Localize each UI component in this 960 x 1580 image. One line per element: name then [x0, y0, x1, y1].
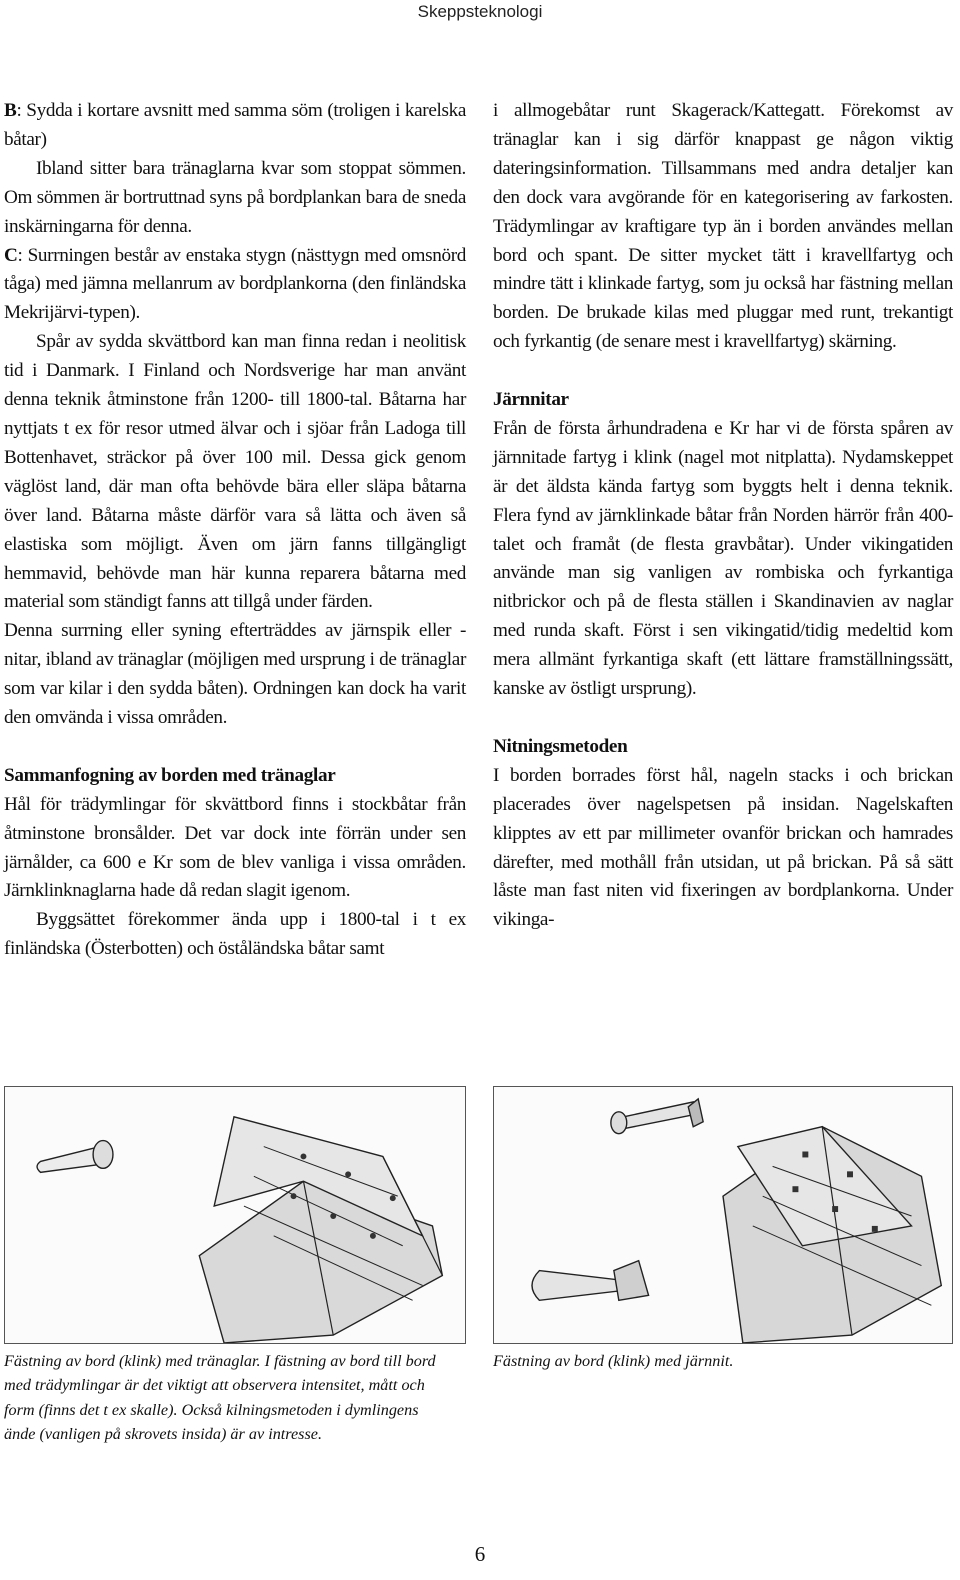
paragraph-b	[4, 97, 466, 155]
tranagel-drawing	[5, 1087, 465, 1343]
paragraph-nitningsmetoden: I borden borrades först hål, nageln stacks i och brickan placerades över nagelspetsen på insidan. Nagelskaften klipptes av ett par millimeter ovanför brickan och hamrades därefter, med mothåll från utsidan, ut på brickan. På så sätt låste man fast niten vid fixeringen av bordplankorna. Under vikinga-	[493, 764, 953, 931]
section-heading-jarnnitar: Järnnitar	[493, 389, 569, 411]
paragraph-skvattbord: Spår av sydda skvättbord kan man finna redan i neolitisk tid i Danmark. I Finland och Nordsverige har man använt denna teknik åtminstone från 1200- till 1800-tal. Båtarna har nyttjats t ex för resor utmed älvar och i sjöar från Ladoga till Bottenhavet, sträckor på över 100 mil. Dessa gick genom väglöst land, där man ofta behövde bära eller släpa båtarna över land. Båtarna måste därför vara så lätta och även så elastiska som möjligt. Även om järn fanns tillgängligt hemmavid, behövde man här kunna reparera båtarna med material som ständigt fanns att tillgå under färden.	[4, 331, 466, 613]
spacer	[493, 357, 953, 386]
figure-caption-right: Fästning av bord (klink) med järnnit.	[493, 1352, 734, 1370]
running-title: Skeppsteknologi	[417, 2, 543, 21]
section-heading-nitningsmetoden: Nitningsmetoden	[493, 735, 628, 757]
paragraph-surrning: Denna surrning eller syning efterträddes av järnspik eller -nitar, ibland av tränaglar (möjligen med ursprung i de tränaglar som var kilar i den sydda båten). Ordningen kan dock ha varit den omvända i vissa områden.	[4, 620, 466, 729]
paragraph-c	[4, 242, 466, 329]
spacer	[493, 704, 953, 733]
page-number: 6	[474, 1542, 486, 1566]
paragraph-allmogebatar: i allmogebåtar runt Skagerack/Kattegatt. Förekomst av tränaglar kan i sig därför knappast ge någon viktig dateringsinformation. Tillsammans med andra detaljer kan den dock vara avgörande för en kategorisering av farkosten. Trädymlingar av kraftigare typ än i borden användes mellan bord och spant. De sitter mycket tätt i kravellfartyg och mindre tätt i klinkade fartyg, som ju också har fästning mellan borden. De brukade kilas med pluggar med runt, trekantigt och fyrkantig (de senare mest i kravellfartyg) skärning.	[493, 100, 953, 353]
left-text-column	[4, 97, 466, 964]
figure-jarnnit-illustration	[493, 1086, 953, 1344]
paragraph-c-text: : Surrningen består av enstaka stygn (nästtygn med omsnörd tåga) med jämna mellanrum av bordplankorna (den finländska Mekrijärvi-typen).	[4, 244, 466, 324]
right-text-column	[493, 97, 953, 935]
paragraph-b-text: : Sydda i kortare avsnitt med samma söm (troligen i karelska båtar)	[4, 100, 466, 150]
label-c: C	[4, 244, 18, 266]
figure-tranaglar-illustration	[4, 1086, 466, 1344]
jarnnit-drawing	[494, 1087, 952, 1343]
paragraph-jarnnitar: Från de första århundradena e Kr har vi de första spåren av järnnitade fartyg i klink (nagel mot nitplatta). Nydamskeppet är det äldsta kända fartyg som byggts helt i denna teknik. Flera fynd av järnklinkade båtar från Norden härrör från 400-talet och framåt (de flesta gravbåtar). Under vikingatiden använde man sig vanligen av rombiska och fyrkantiga nitbrickor och på de flesta ställen i Skandinavien av naglar med runda skaft. Först i sen vikingatid/tidig medeltid kom mera allmänt fyrkantiga skaft (ett lättare framställningssätt, kanske av östligt ursprung).	[493, 417, 953, 700]
figure-caption-left: Fästning av bord (klink) med tränaglar. I fästning av bord till bord med trädymlingar är det viktigt att observera intensitet, mått och form (finns det t ex skalle). Också kilningsmetoden i dymlingens ände (vanligen på skrovets insida) är av intresse.	[4, 1352, 436, 1443]
label-b: B	[4, 100, 17, 121]
paragraph-byggsattet: Byggsättet förekommer ända upp i 1800-tal i t ex finländska (Österbotten) och öståländska båtar samt	[4, 909, 466, 960]
paragraph-tranaglar-kvar: Ibland sitter bara tränaglarna kvar som stoppat sömmen. Om sömmen är bortruttnad syns på bordplankan bara de sneda inskärningarna för denna.	[4, 157, 466, 237]
section-heading-sammanfogning: Sammanfogning av borden med tränaglar	[4, 764, 336, 786]
paragraph-dymlingar: Hål för trädymlingar för skvättbord finns i stockbåtar från åtminstone bronsålder. Det var dock inte förrän under sen järnålder, ca 600 e Kr som de blev vanliga i vissa områden. Järnklinknaglarna hade då redan slagit igenom.	[4, 793, 466, 902]
spacer	[4, 733, 466, 762]
